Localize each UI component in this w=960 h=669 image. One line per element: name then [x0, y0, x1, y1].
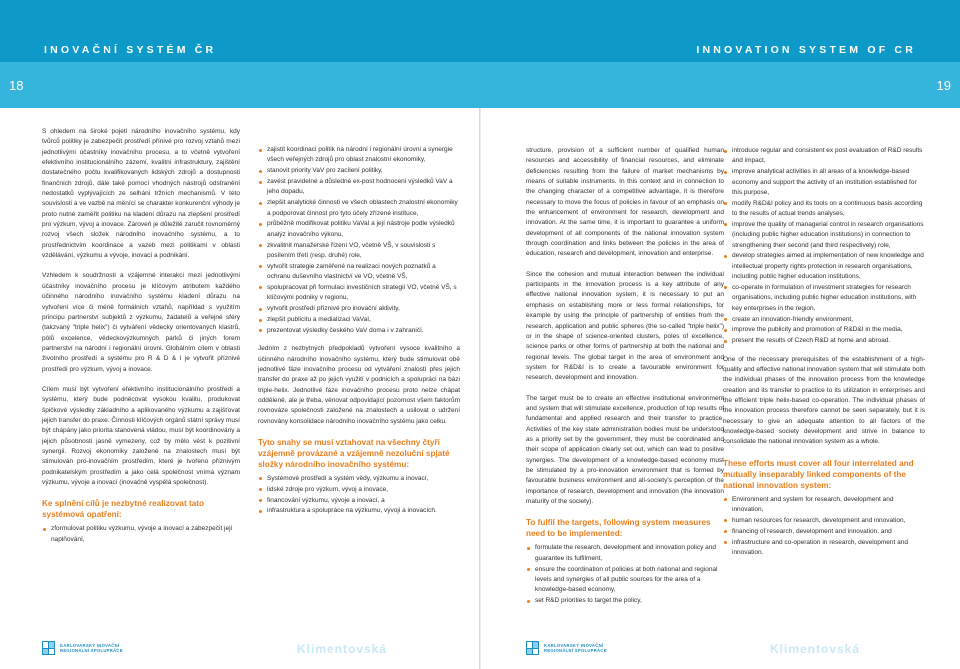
right-column-2: [723, 146, 925, 566]
bullet-list: [526, 543, 724, 606]
list-item: financing of research, development and innovation, and: [723, 527, 925, 537]
header-bar: [0, 0, 960, 62]
left-page-number: 18: [9, 78, 24, 93]
list-item: lidské zdroje pro výzkum, vývoj a inovace,: [258, 485, 460, 495]
bullet-list: [42, 524, 240, 545]
list-item: formulate the research, development and innovation policy and guarantee its fulfilment,: [526, 543, 724, 564]
list-item: stanovit priority VaV pro zacílení politiky,: [258, 166, 460, 176]
list-item: introduce regular and consistent ex post evaluation of R&D results and impact,: [723, 146, 925, 167]
bullet-list: [723, 146, 925, 347]
list-item: zlepšit analytické činnosti ve všech oblastech znalostní ekonomiky a podporovat činnost pro tyto účely zřízené instituce,: [258, 198, 460, 219]
right-page-title: INNOVATION SYSTEM OF CR: [696, 44, 916, 56]
logo-text: KARLOVARSKÝ INOVAČNÍ REGIONÁLNÍ SPOLUPRÁCE: [544, 643, 607, 653]
bullet-list: [723, 495, 925, 559]
list-item: modify R&D&I policy and its tools on a continuous basis according to the results of actual trends analyses,: [723, 199, 925, 220]
list-item: Systémové prostředí a systém vědy, výzkumu a inovací,: [258, 474, 460, 484]
page-spine: [479, 108, 481, 669]
list-item: Environment and system for research, development and innovation,: [723, 495, 925, 516]
left-page-title: INOVAČNÍ SYSTÉM ČR: [44, 44, 217, 56]
list-item: improve analytical activities in all areas of a knowledge-based economy and support the activity of an institution established for this purpose,: [723, 167, 925, 198]
section-heading: Ke splnění cílů je nezbytné realizovat tato systémová opatření:: [42, 499, 204, 520]
logo-icon: [526, 641, 539, 655]
list-item: vytvořit strategie zaměřené na realizaci nových poznatků a ochranu duševního vlastnictví ve VO, včetně VŠ,: [258, 262, 460, 283]
list-item: infrastruktura a spolupráce na výzkumu, vývoji a inovacích.: [258, 506, 460, 516]
paragraph: One of the necessary prerequisites of the establishment of a high-quality and effective national innovation system that will stimulate both the individual phases of the innovation process from the knowledge creation and its transfer to practice to its utilization in enterprises and the efficient triple helix-based co-operation. The individual phases of the innovation process therefore cannot be seen separately, but it is necessary to give an adequate attention to all factors of the knowledge-based society development and strive in balance to consolidate the national innovation system as a whole.: [723, 355, 925, 446]
right-page-number: 19: [936, 78, 951, 93]
paragraph: Jedním z nezbytných předpokladů vytvoření vysoce kvalitního a účinného národního inovačního systému, který bude stimulovat obě jednotlivé fáze inovačního procesu od vytváření znalostí přes jejich transfer do praxe až po jejich využití v podnicích a spolupráci na bázi triple-helix. Jednotlivé fáze inovačního procesu proto nelze chápat odděleně, ale je třeba, věnovat odpovídající pozornost všem faktorům rovnováze společnosti založené na znalostech a usilovat o udržení rovnovány konsolidace národního inovačního systému jako celku.: [258, 345, 460, 425]
right-column-1: [526, 146, 724, 614]
paragraph: Cílem musí být vytvoření efektivního institucionálního prostředí a systému, který bude podněcovat vysokou kvalitu, produkovat špičkové výsledky základního a aplikovaného výzkumu a zajišťovat jejich transfer do praxe. Činnosti klíčových orgánů státní správy musí být chápány jako priorita stanovená vládou, musí být koordinovány a jejich působnosti jasně vymezeny, což by mělo vést k pozitivní synergii. Rozvoj ekonomiky založené na znalostech musí být stimulován pro-inovačním prostředím, které je tvořeno příznivým podnikatelským prostředím a jako celá společnost vnímá význam výzkumu, vývoje a inovací (inovačně vyspělá společnost).: [42, 385, 240, 486]
left-column-2: [258, 145, 460, 525]
footer-logo-right: [526, 641, 614, 655]
list-item: spolupracovat při formulaci investičních strategií VO, včetně VŠ, s klíčovými podniky v regionu,: [258, 283, 460, 304]
paragraph: Since the cohesion and mutual interaction between the individual participants in the innovation process is a key attribute of any effective national innovation system, it is necessary to put an emphasis on establishing more or less formal relationships, for example by using the principle of partnership of entities from the research, application and public spheres (the so-called "triple helix") or in the shape of science-oriented clusters, poles of excellence, science parks or other forms of partnership at both the national and regional levels. The global target in the area of environment and system for R&D&I is to create a favourable environment for research, development and innovation.: [526, 270, 724, 382]
list-item: human resources for research, development and innovation,: [723, 516, 925, 526]
section-heading: Tyto snahy se musí vztahovat na všechny čtyři vzájemně provázané a vzájemně nezoluční spjaté složky národního inovačního systému:: [258, 437, 450, 469]
paragraph: S ohledem na široké pojetí národního inovačního systému, kdy tvůrců politiky je zabezpečit prostředí přínivé pro rozvoj vztahů mezi jednotlivými účastníky inovačního procesu, a to včetně vytvoření efektivního institucionálního zázemí, kvalitní infrastruktury, zajištění dostatečného počtu kvalifikovaných lidských zdrojů a dostupnosti finančních zdrojů, dále také pomocí vhodných nástrojů odstranění nedostatků vyplývajících ze selhání tržních mechanismů. V této souvislosti a ve vazbě na měnící se charakter konkurenční výhody je proto nutné zaměřit politiku na kladení důrazu na zlepšení prostředí pro výzkum, vývoj a inovace. Zároveň je důležité zaručit rovnoměrný rozvoj všech složek národního inovačního systému, a to prostřednictvím koordinace a vazeb mezi politikami v oblasti vzdělávání, výzkumu a vývoje, inovací a podnikání.: [42, 128, 240, 260]
list-item: vytvořit prostředí příznivé pro inovační aktivity,: [258, 304, 460, 314]
page-number-bar: [0, 62, 960, 108]
watermark-left: Klimentovská: [297, 642, 388, 656]
list-item: infrastructure and co-operation in research, development and innovation.: [723, 538, 925, 559]
list-item: co-operate in formulation of investment strategies for research organisations, including public higher education institutions, with key enterprises in the region,: [723, 283, 925, 314]
list-item: develop strategies aimed at implementation of new knowledge and intellectual property rights protection in research organisations, including public higher education institutions,: [723, 251, 925, 282]
list-item: zkvalitnit manažerské řízení VO, včetně VŠ, v souvislosti s posílením třetí (resp. druhé) role,: [258, 241, 460, 262]
list-item: zformulovat politiku výzkumu, vývoje a inovací a zabezpečit její naplňování,: [42, 524, 240, 545]
paragraph: The target must be to create an effective institutional environment and system that will stimulate excellence, production of top results of fundamental and applied research and their transfer to practice. Activities of the key state administration bodies must be understood as a priority set by the government, they must be coordinated and their scope of application clearly set out, which can lead to positive synergies. The development of a knowledge-based economy must be stimulated by a pro-innovation environment that is formed by favourable business environment and all-society's perception of the importance of research, development and innovation (the innovation maturity of the society).: [526, 394, 724, 505]
logo-icon: [42, 641, 55, 655]
list-item: improve the quality of managerial control in research organisations (including public higher education institutions) in connection to strengthening their second (and third respectively) role,: [723, 220, 925, 251]
list-item: zlepšit publicitu a medializaci VaVaI,: [258, 315, 460, 325]
list-item: financování výzkumu, vývoje a inovací, a: [258, 496, 460, 506]
watermark-right: Klimentovská: [770, 642, 861, 656]
section-heading: These efforts must cover all four interrelated and mutually inseparably linked components of the national innovation system:: [723, 458, 914, 490]
bullet-list: [258, 474, 460, 517]
list-item: improve the publicity and promotion of R&D&I in the media,: [723, 325, 925, 335]
left-column-1: [42, 127, 240, 553]
list-item: zavést pravidelné a důsledné ex-post hodnocení výsledků VaV a jeho dopadu,: [258, 177, 460, 198]
paragraph: Vzhledem k soudržnosti a vzájemné interakci mezi jednotlivými účastníky inovačního procesu je klíčovým atributem každého účinného národního inovačního systému kladení důrazu na vytvoření více či méně formálních vztahů, například s využitím principu partnerství subjektů z výzkumu, žadatelů a veřejné sféry (takzvaný "triple helix") či vytváření vědecky orientovaných klastrů, pólů excelence, vědeckovýzkumných parků či jiných forem partnerství na národní i regionální úrovni. Globálním cílem v oblasti životního prostředí a systému pro R & D & I je vytvořit příznivé prostředí pro výzkum, vývoj a inovace.: [42, 272, 240, 373]
list-item: ensure the coordination of policies at both national and regional levels and synergies of all public sources for the area of a knowledge-based economy,: [526, 565, 724, 596]
bullet-list: [258, 145, 460, 336]
footer-logo-left: [42, 641, 130, 655]
list-item: create an innovation-friendly environment,: [723, 315, 925, 325]
list-item: zajistit koordinaci politik na národní i regionální úrovni a synergie všech veřejných zdrojů pro oblast znalostní ekonomiky,: [258, 145, 460, 166]
section-heading: To fulfil the targets, following system measures need to be implemented:: [526, 518, 711, 539]
list-item: present the results of Czech R&D at home and abroad.: [723, 336, 925, 346]
list-item: set R&D priorities to target the policy,: [526, 596, 724, 606]
logo-text: KARLOVARSKÝ INOVAČNÍ REGIONÁLNÍ SPOLUPRÁCE: [60, 643, 123, 653]
list-item: prezentovat výsledky českého VaV doma i v zahraničí.: [258, 326, 460, 336]
list-item: průběžně modifikovat politiku VaVaI a její nástroje podle výsledků analýz inovačního výkonu,: [258, 219, 460, 240]
paragraph: structure, provision of a sufficient number of qualified human resources and accessibility of financial resources, and eliminate deficiencies resulting from the failure of market mechanisms by means of suitable instruments. In this context and in connection to the changing character of a competitive advantage, it is therefore necessary to move the focus of policies in favour of an emphasis on the enhancement of environment for research, development and innovation. At the same time, it is important to guarantee a uniform development of all components of the national innovation system through coordination and links between the policies in the area of education, research and development, innovation and enterprise.: [526, 147, 724, 258]
